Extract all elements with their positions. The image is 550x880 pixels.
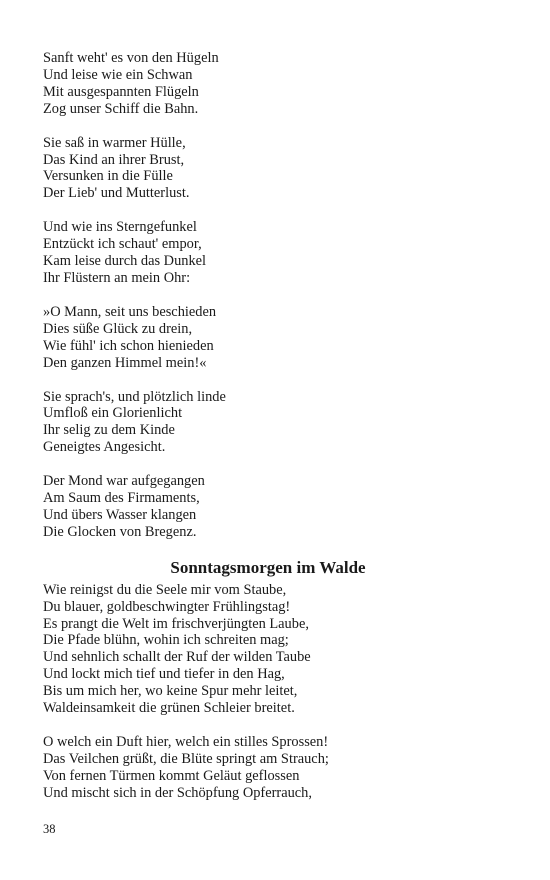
- poem-title: Sonntagsmorgen im Walde: [170, 557, 366, 577]
- verse-line: Wie fühl' ich schon hienieden: [43, 337, 214, 354]
- verse-line: Die Glocken von Bregenz.: [43, 523, 197, 540]
- verse-line: Versunken in die Fülle: [43, 168, 173, 185]
- verse-line: Wie reinigst du die Seele mir vom Staube,: [43, 581, 287, 598]
- verse-line: Und übers Wasser klangen: [43, 506, 197, 523]
- verse-line: Und sehnlich schallt der Ruf der wilden Taube: [43, 649, 311, 666]
- verse-line: Und mischt sich in der Schöpfung Opferrauch,: [43, 784, 312, 801]
- verse-line: Und leise wie ein Schwan: [43, 66, 193, 83]
- verse-line: Entzückt ich schaut' empor,: [43, 236, 202, 253]
- verse-line: Bis um mich her, wo keine Spur mehr leitet,: [43, 683, 298, 700]
- poem-second: [43, 558, 513, 802]
- verse-line: Waldeinsamkeit die grünen Schleier breitet.: [43, 700, 295, 717]
- verse-line: Und lockt mich tief und tiefer in den Hag,: [43, 666, 285, 683]
- stanza: [43, 50, 513, 118]
- verse-line: Der Lieb' und Mutterlust.: [43, 185, 190, 202]
- verse-line: Den ganzen Himmel mein!«: [43, 354, 207, 371]
- stanza: [43, 582, 513, 717]
- verse-line: Ihr selig zu dem Kinde: [43, 422, 175, 439]
- verse-line: Von fernen Türmen kommt Geläut geflossen: [43, 767, 300, 784]
- page-number: 38: [43, 822, 56, 836]
- verse-line: Sie sprach's, und plötzlich linde: [43, 388, 226, 405]
- verse-line: Und wie ins Sterngefunkel: [43, 219, 197, 236]
- stanza: [43, 389, 513, 457]
- verse-line: Mit ausgespannten Flügeln: [43, 83, 199, 100]
- verse-line: Kam leise durch das Dunkel: [43, 253, 207, 270]
- stanza: [43, 473, 513, 541]
- verse-line: Du blauer, goldbeschwingter Frühlingstag!: [43, 598, 291, 615]
- verse-line: »O Mann, seit uns beschieden: [43, 303, 217, 320]
- verse-line: Das Veilchen grüßt, die Blüte springt am Strauch;: [43, 750, 329, 767]
- verse-line: Zog unser Schiff die Bahn.: [43, 100, 199, 117]
- verse-line: Umfloß ein Glorienlicht: [43, 405, 183, 422]
- verse-line: Sie saß in warmer Hülle,: [43, 134, 186, 151]
- verse-line: Ihr Flüstern an mein Ohr:: [43, 269, 191, 286]
- verse-line: O welch ein Duft hier, welch ein stilles Sprossen!: [43, 734, 329, 750]
- stanza: [43, 135, 513, 203]
- stanza: [43, 304, 513, 372]
- stanza: [43, 734, 513, 802]
- verse-line: Es prangt die Welt im frischverjüngten Laube,: [43, 615, 309, 632]
- verse-line: Dies süße Glück zu drein,: [43, 320, 193, 337]
- verse-line: Am Saum des Firmaments,: [43, 490, 200, 507]
- stanza: [43, 219, 513, 287]
- verse-line: Der Mond war aufgegangen: [43, 473, 205, 490]
- verse-line: Geneigtes Angesicht.: [43, 439, 166, 456]
- verse-line: Das Kind an ihrer Brust,: [43, 151, 185, 168]
- page-content: [43, 50, 513, 819]
- verse-line: Sanft weht' es von den Hügeln: [43, 50, 219, 66]
- verse-line: Die Pfade blühn, wohin ich schreiten mag;: [43, 632, 289, 649]
- poem-first: [43, 50, 513, 541]
